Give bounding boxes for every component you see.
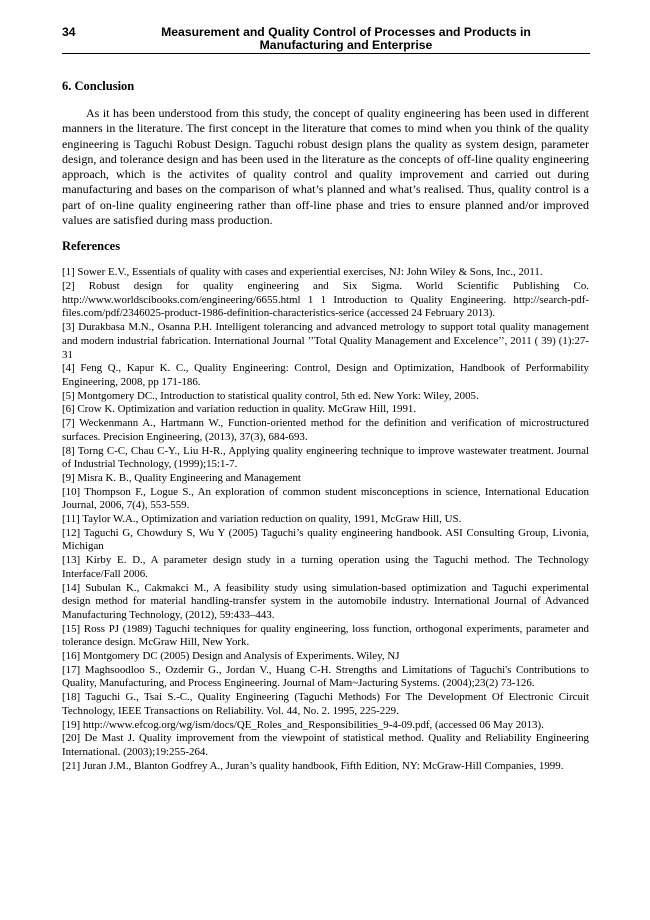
reference-item: [5] Montgomery DC., Introduction to statistical quality control, 5th ed. New York: Wiley, 2005. — [62, 389, 479, 402]
reference-item: [20] De Mast J. Quality improvement from the viewpoint of statistical method. Quality and Reliability Engineering International. (2003);19:255-264. — [62, 732, 589, 758]
reference-item: [21] Juran J.M., Blanton Godfrey A., Juran’s quality handbook, Fifth Edition, NY: McGraw-Hill Companies, 1999. — [62, 759, 564, 772]
reference-list — [62, 266, 589, 773]
reference-item: [8] Torng C-C, Chau C-Y., Liu H-R., Applying quality engineering technique to improve wastewater treatment. Journal of Industrial Technology, (1999);15:1-7. — [62, 444, 589, 471]
reference-item: [17] Maghsoodloo S., Ozdemir G., Jordan V., Huang C-H. Strengths and Limitations of Taguchi's Contributions to Quality, Manufacturing, and Process Engineering. Journal of Mam~Jacturing Systems. (2004);23(2) 73-126. — [62, 663, 589, 690]
reference-item: [15] Ross PJ (1989) Taguchi techniques for quality engineering, loss function, orthogonal experiments, parameter and tolerance design. McGraw Hill, New York. — [62, 622, 589, 649]
section-heading: 6. Conclusion — [62, 79, 135, 93]
reference-item: [10] Thompson F., Logue S., An exploration of common student misconceptions in science, International Education Journal, 2006, 7(4), 553-559. — [62, 485, 589, 512]
page-number: 34 — [62, 25, 76, 39]
reference-item: [12] Taguchi G, Chowdury S, Wu Y (2005) Taguchi’s quality engineering handbook. ASI Consulting Group, Livonia, Michigan — [62, 526, 589, 553]
reference-item: [2] Robust design for quality engineering and Six Sigma. World Scientific Publishing Co. http://www.worldscibooks.com/engineering/6655.html 1 1 Introduction to Quality Engineering. http://search-pdf-files.com/pdf/2346025-product-1986-definition-characteristics-serice (accessed 24 February 2013). — [62, 280, 589, 320]
reference-item: [7] Weckenmann A., Hartmann W., Function-oriented method for the definition and verification of microstructured surfaces. Precision Engineering, (2013), 37(3), 684-693. — [62, 417, 589, 443]
reference-item: [18] Taguchi G., Tsai S.-C., Quality Engineering (Taguchi Methods) For The Development Of Electronic Circuit Technology, IEEE Transactions on Reliability. Vol. 44, No. 2. 1995, 225-229. — [62, 691, 589, 717]
conclusion-paragraph: As it has been understood from this study, the concept of quality engineering has been used in different manners in the literature. The first concept in the literature that comes to mind when you think of the quality engineering is Taguchi Robust Design. Taguchi robust design plans the quality as system design, parameter design, and tolerance design and has been used in the literature as the concepts of off-line quality engineering approach, which is the activites of quality control and quality improvement and carried out during manufacturing and bases on the comparison of what’s planned and what’s realised. Thus, quality control is a part of on-line quality engineering rather than off-line phase and tries to ensure planned and/or improved values are satisfied during mass production. — [62, 106, 589, 228]
references-heading: References — [62, 239, 121, 254]
reference-item: [1] Sower E.V., Essentials of quality with cases and experiential exercises, NJ: John Wiley & Sons, Inc., 2011. — [62, 266, 543, 279]
reference-item: [3] Durakbasa M.N., Osanna P.H. Intelligent tolerancing and advanced metrology to support total quality management and modern industrial fabrication. International Journal ’’Total Quality Management and Excelence’’, 2011 ( 39) (1):27-31 — [62, 321, 589, 361]
page-body — [62, 79, 589, 773]
reference-item: [14] Subulan K., Cakmakci M., A feasibility study using simulation-based optimization and Taguchi experimental design method for material handling-transfer system in the automobile industry. International Journal of Advanced Manufacturing Technology, (2012), 59:433–443. — [62, 581, 589, 621]
reference-item: [6] Crow K. Optimization and variation reduction in quality. McGraw Hill, 1991. — [62, 403, 417, 416]
running-title-line-1: Measurement and Quality Control of Processes and Products in — [161, 25, 531, 39]
reference-item: [9] Misra K. B., Quality Engineering and Management — [62, 471, 301, 484]
reference-item: [11] Taylor W.A., Optimization and variation reduction on quality, 1991, McGraw Hill, US. — [62, 513, 462, 526]
page-header — [62, 26, 590, 54]
running-title — [102, 26, 590, 52]
reference-item: [13] Kirby E. D., A parameter design study in a turning operation using the Taguchi method. The Technology Interface/Fall 2006. — [62, 554, 589, 580]
reference-item: [19] http://www.efcog.org/wg/ism/docs/QE_Roles_and_Responsibilities_9-4-09.pdf, (accessed 06 May 2013). — [62, 718, 544, 731]
reference-item: [4] Feng Q., Kapur K. C., Quality Engineering: Control, Design and Optimization, Handbook of Performability Engineering, 2008, pp 171-186. — [62, 362, 589, 388]
reference-item: [16] Montgomery DC (2005) Design and Analysis of Experiments. Wiley, NJ — [62, 650, 400, 663]
running-title-line-2: Manufacturing and Enterprise — [259, 38, 433, 52]
